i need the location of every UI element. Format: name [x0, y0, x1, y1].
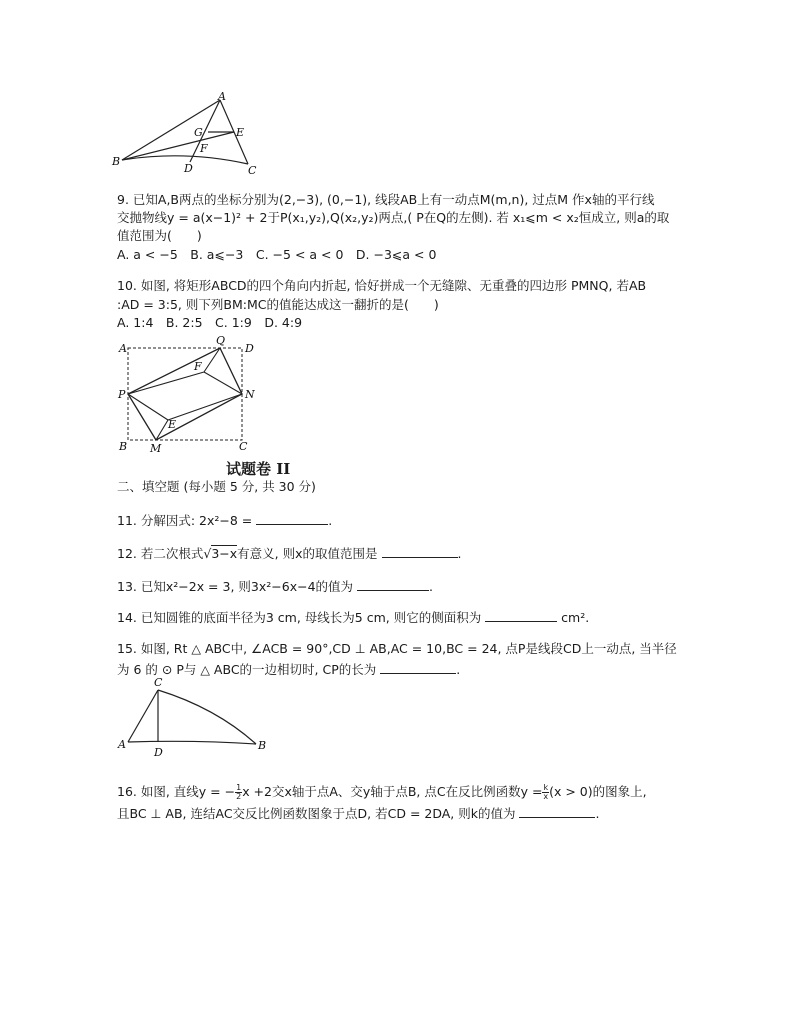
label-A: A [218, 90, 226, 103]
q10-line2: :AD = 3:5, 则下列BM:MC的值能达成这一翻折的是( ) [117, 297, 439, 312]
q14-text: 14. 已知圆锥的底面半径为3 cm, 母线长为5 cm, 则它的侧面积为 [117, 610, 482, 625]
frac2-den: x [543, 792, 549, 801]
q11-text: 11. 分解因式: 2x²−8 = [117, 513, 253, 528]
figure-right-triangle [116, 676, 276, 759]
label-B2: B [119, 440, 128, 453]
q15-end: . [456, 662, 461, 677]
quad-pmnq [128, 348, 242, 440]
q12-post: 有意义, 则x的取值范围是 [237, 546, 378, 561]
label-G: G [194, 126, 203, 139]
label-Q2: Q [216, 334, 226, 347]
frac1-num: 1 [236, 783, 242, 792]
rect-abcd [128, 348, 242, 440]
q10-options: A. 1:4 B. 2:5 C. 1:9 D. 4:9 [117, 315, 303, 330]
frac2-num: k [543, 783, 549, 792]
q13-end: . [429, 579, 433, 594]
q15-answer-blank[interactable] [380, 661, 456, 674]
frac1-den: 2 [236, 792, 242, 801]
q9-line2: 交抛物线y = a(x−1)² + 2于P(x₁,y₂),Q(x₂,y₂)两点,( P在Q的左侧). 若 x₁⩽m < x₂恒成立, 则a的取 [117, 210, 670, 225]
label-F2: F [194, 360, 202, 373]
side-cb3 [158, 690, 256, 744]
q14-answer-blank[interactable] [485, 609, 557, 622]
q14 [117, 609, 589, 626]
label-C2: C [239, 440, 248, 453]
sqrt-sign: √ [203, 546, 212, 561]
q14-unit: cm². [561, 610, 590, 625]
q12-end: . [457, 546, 462, 561]
q16-answer-blank[interactable] [519, 805, 595, 818]
q16-pre: 16. 如图, 直线y = − [117, 784, 236, 799]
q12 [117, 545, 461, 562]
q15-line1: 15. 如图, Rt △ ABC中, ∠ACB = 90°,CD ⊥ AB,AC = 10,BC = 24, 点P是线段CD上一动点, 当半径 [117, 641, 677, 656]
q16-mid: x +2交x轴于点A、交y轴于点B, 点C在反比例函数y = [242, 784, 543, 799]
q16-post: (x > 0)的图象上, [549, 784, 647, 799]
side-ac3 [128, 690, 158, 742]
fold-lines [128, 348, 242, 440]
figure-triangle-abc [110, 92, 270, 178]
label-E: E [236, 126, 245, 139]
q15-line2-text: 为 6 的 ⊙ P与 △ ABC的一边相切时, CP的长为 [117, 662, 377, 677]
q12-pre: 12. 若二次根式 [117, 546, 204, 561]
section-heading: 二、填空题 (每小题 5 分, 共 30 分) [117, 479, 316, 494]
label-F: F [200, 142, 208, 155]
q16-end: . [595, 806, 600, 821]
q16-line2 [117, 805, 599, 822]
q11-answer-blank[interactable] [256, 512, 328, 525]
q11-end: . [328, 513, 333, 528]
label-A3: A [118, 738, 126, 751]
label-D3: D [154, 746, 163, 759]
label-N2: N [245, 388, 255, 401]
side-ab3 [128, 741, 256, 744]
label-B: B [112, 155, 121, 168]
q16-line1 [117, 784, 647, 801]
q13-text: 13. 已知x²−2x = 3, 则3x²−6x−4的值为 [117, 579, 354, 594]
q10-line1: 10. 如图, 将矩形ABCD的四个角向内折起, 恰好拼成一个无缝隙、无重叠的四边形 PMNQ, 若AB [117, 278, 647, 293]
q11 [117, 512, 332, 529]
q9-line1: 9. 已知A,B两点的坐标分别为(2,−3), (0,−1), 线段AB上有一动点M(m,n), 过点M 作x轴的平行线 [117, 192, 655, 207]
label-E2: E [168, 418, 177, 431]
q13-answer-blank[interactable] [357, 578, 429, 591]
label-C3: C [154, 676, 163, 689]
label-P2: P [118, 388, 126, 401]
label-A2: A [119, 342, 127, 355]
q12-answer-blank[interactable] [382, 545, 458, 558]
label-D2: D [245, 342, 254, 355]
q9-line3: 值范围为( ) [117, 228, 202, 243]
q9-options: A. a < −5 B. a⩽−3 C. −5 < a < 0 D. −3⩽a < 0 [117, 247, 437, 262]
section-title: 试题卷 II [226, 460, 291, 478]
q16-line2-text: 且BC ⊥ AB, 连结AC交反比例函数图象于点D, 若CD = 2DA, 则k的值为 [117, 806, 516, 821]
label-M2: M [150, 442, 162, 455]
label-C: C [248, 164, 257, 177]
q13 [117, 578, 433, 595]
figure-rectangle-abcd [116, 336, 266, 456]
q12-radicand: 3−x [211, 546, 238, 561]
label-D: D [184, 162, 193, 175]
label-B3: B [258, 739, 267, 752]
